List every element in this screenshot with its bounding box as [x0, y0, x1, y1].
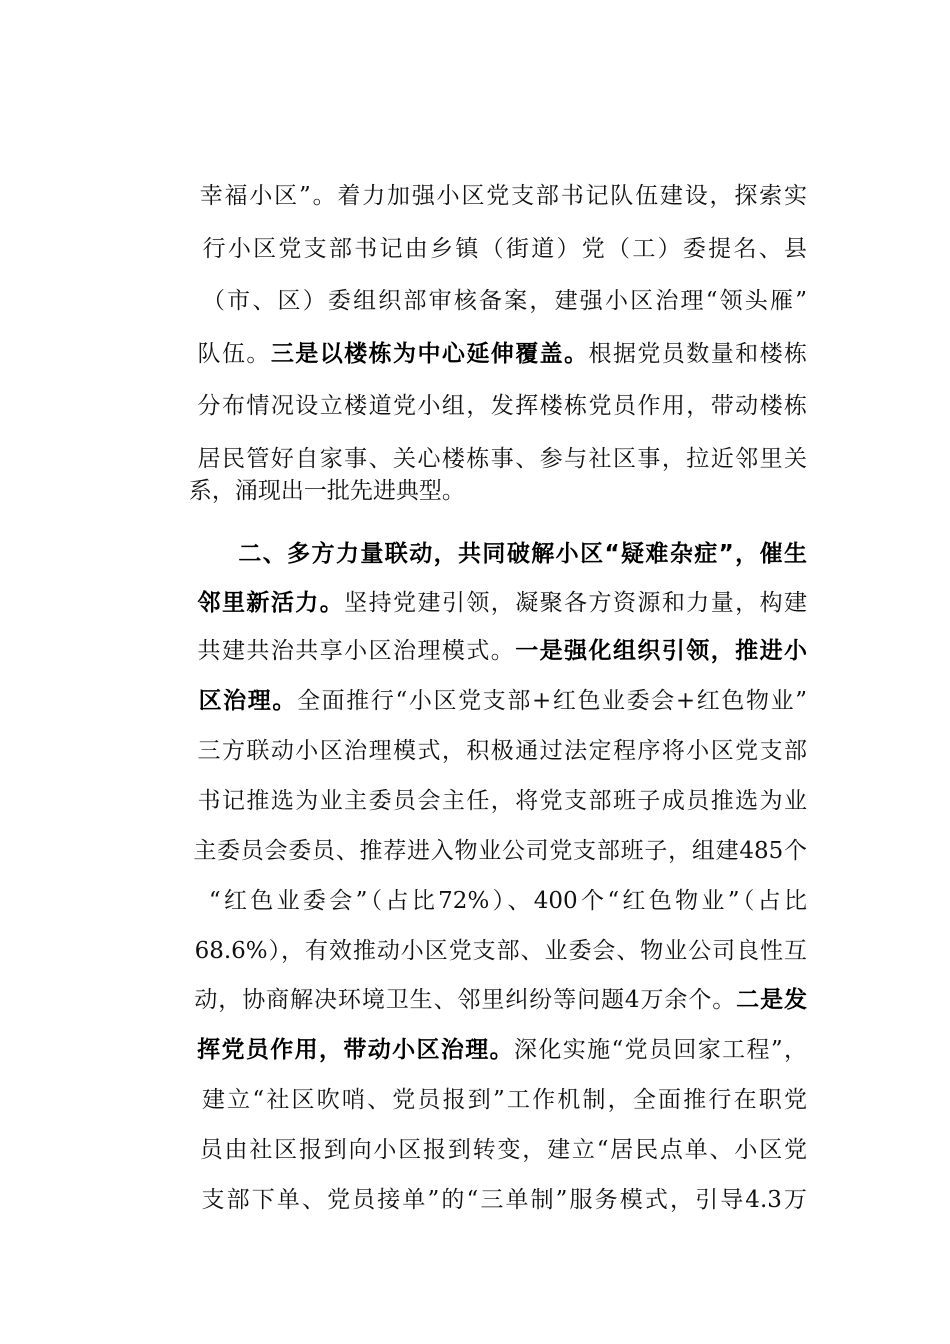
text-line	[145, 990, 808, 1063]
text-run: 坚持党建引领，凝聚各方资源和力量，构建	[344, 590, 807, 616]
text-run-bold: 挥党员作用，带动小区治理。	[197, 1037, 514, 1063]
text-run: 书记推选为业主委员会主任，将党支部班子成员推选为业	[197, 788, 807, 814]
text-line	[145, 741, 807, 814]
text-run: “红色业委会”（占比72%）、400个“红色物业”（占比	[208, 888, 807, 914]
text-run-bold: 三是以楼栋为中心延伸覆盖。	[270, 341, 589, 367]
text-run: 幸福小区”。着力加强小区党支部书记队伍建设，探索实	[199, 183, 807, 209]
text-run: 68.6%），有效推动小区党支部、业委会、物业公司良性互	[194, 938, 807, 964]
text-line	[145, 1040, 807, 1113]
text-run: 三方联动小区治理模式，积极通过法定程序将小区党支部	[197, 738, 807, 764]
text-run: 建立“社区吹哨、党员报到”工作机制，全面推行在职党	[202, 1087, 807, 1113]
text-run: 系，涌现出一批先进典型。	[188, 478, 465, 504]
text-run: （市、区）委组织部审核备案，建强小区治理“领头雁”	[202, 288, 807, 314]
text-run-bold: 一是强化组织引领，推进小	[515, 638, 807, 664]
text-run: 全面推行“小区党支部+红色业委会+红色物业”	[297, 688, 808, 714]
text-run: 分布情况设立楼道党小组，发挥楼栋党员作用，带动楼栋	[197, 393, 807, 419]
text-line	[145, 431, 807, 504]
text-run: 共建共治共享小区治理模式。	[197, 638, 516, 664]
text-run: 动，协商解决环境卫生、邻里纠纷等问题4万余个。	[194, 987, 737, 1013]
text-run: 行小区党支部书记由乡镇（街道）党（工）委提名、县	[202, 236, 808, 262]
text-run-bold: 二、多方力量联动，共同破解小区“疑难杂症”，催生	[238, 541, 807, 567]
text-line	[145, 136, 807, 209]
text-line	[145, 241, 807, 314]
text-run-bold: 邻里新活力。	[197, 590, 345, 616]
text-line	[145, 891, 807, 964]
text-line	[145, 940, 808, 1013]
text-run: 居民管好自家事、关心楼栋事、参与社区事，拉近邻里关	[197, 446, 807, 472]
text-run-bold: 二是发	[736, 987, 808, 1013]
text-run: 队伍。	[197, 341, 271, 367]
text-run: 根据党员数量和楼栋	[588, 341, 807, 367]
text-line	[145, 294, 807, 367]
text-line	[145, 189, 808, 262]
section-heading	[186, 494, 807, 567]
text-line	[145, 591, 807, 664]
text-line	[145, 641, 808, 714]
text-run: 深化实施“党员回家工程”，	[514, 1037, 808, 1063]
text-line	[145, 791, 807, 864]
text-line	[145, 691, 807, 764]
text-run: 支部下单、党员接单”的“三单制”服务模式，引导4.3万	[201, 1187, 807, 1213]
text-run-bold: 区治理。	[198, 688, 298, 714]
text-line	[145, 543, 807, 616]
text-line	[145, 1140, 807, 1213]
text-line	[145, 346, 807, 419]
text-run: 主委员会委员、推荐进入物业公司党支部班子，组建485个	[193, 838, 807, 864]
text-line	[145, 1090, 807, 1163]
text-run: 员由社区报到向小区报到转变，建立“居民点单、小区党	[199, 1137, 807, 1163]
text-line	[145, 841, 807, 914]
